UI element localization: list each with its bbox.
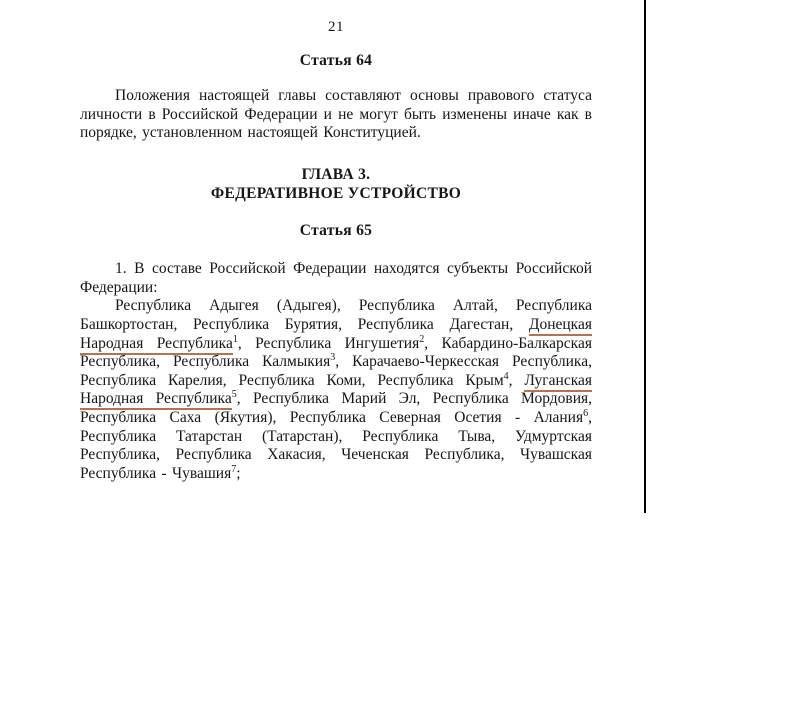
republics-text: , — [508, 371, 525, 389]
annotated-republic-donetsk: Донецкая Народная Республика — [80, 316, 592, 355]
chapter-3-heading-line1: ГЛАВА 3. — [301, 165, 371, 183]
article-65-heading: Статья 65 — [299, 221, 373, 239]
republics-text: , Республика Татарстан (Татарстан), Республика Тыва, Удмуртская Республика, Республика Хакасия, Чеченская Республика, Чувашская Республика - Чувашия — [80, 409, 592, 482]
republics-text: , Республика Ингушетия — [237, 334, 420, 352]
footnote-ref-1: 1 — [232, 333, 238, 345]
republics-paragraph — [80, 297, 592, 483]
chapter-3-heading — [80, 165, 592, 203]
footnote-ref-4: 4 — [503, 370, 509, 382]
republics-text: , Кабардино-Балкарская Республика, Республика Калмыкия — [80, 334, 592, 371]
republics-text: , Карачаево-Черкесская Республика, Республика Карелия, Республика Коми, Республика Крым — [80, 353, 592, 389]
chapter-3-heading-line2: ФЕДЕРАТИВНОЕ УСТРОЙСТВО — [210, 184, 462, 202]
footnote-ref-2: 2 — [419, 333, 425, 345]
article-64-paragraph: Положения настоящей главы составляют основы правового статуса личности в Российской Федерации и не могут быть изменены иначе как в порядке, установленном настоящей Конституцией. — [80, 87, 592, 142]
article-64-heading: Статья 64 — [299, 51, 373, 69]
republics-text: , Республика Марий Эл, Республика Мордовия, Республика Саха (Якутия), Республика Северная Осетия - Алания — [80, 390, 592, 427]
page-number: 21 — [328, 19, 344, 35]
footnote-ref-6: 6 — [583, 407, 589, 419]
republics-text: ; — [236, 464, 241, 482]
text-column — [80, 18, 592, 483]
footnote-ref-3: 3 — [330, 352, 336, 364]
article-65-intro-paragraph: 1. В составе Российской Федерации находятся субъекты Российской Федерации: — [80, 260, 592, 296]
page-edge-line — [644, 0, 646, 513]
footnote-ref-5: 5 — [231, 389, 237, 401]
annotated-republic-lugansk: Луганская Народная Республика — [80, 372, 592, 411]
footnote-ref-7: 7 — [231, 463, 237, 475]
republics-text: Республика Адыгея (Адыгея), Республика Алтай, Республика Башкортостан, Республика Бурятия, Республика Дагестан, — [80, 297, 592, 334]
